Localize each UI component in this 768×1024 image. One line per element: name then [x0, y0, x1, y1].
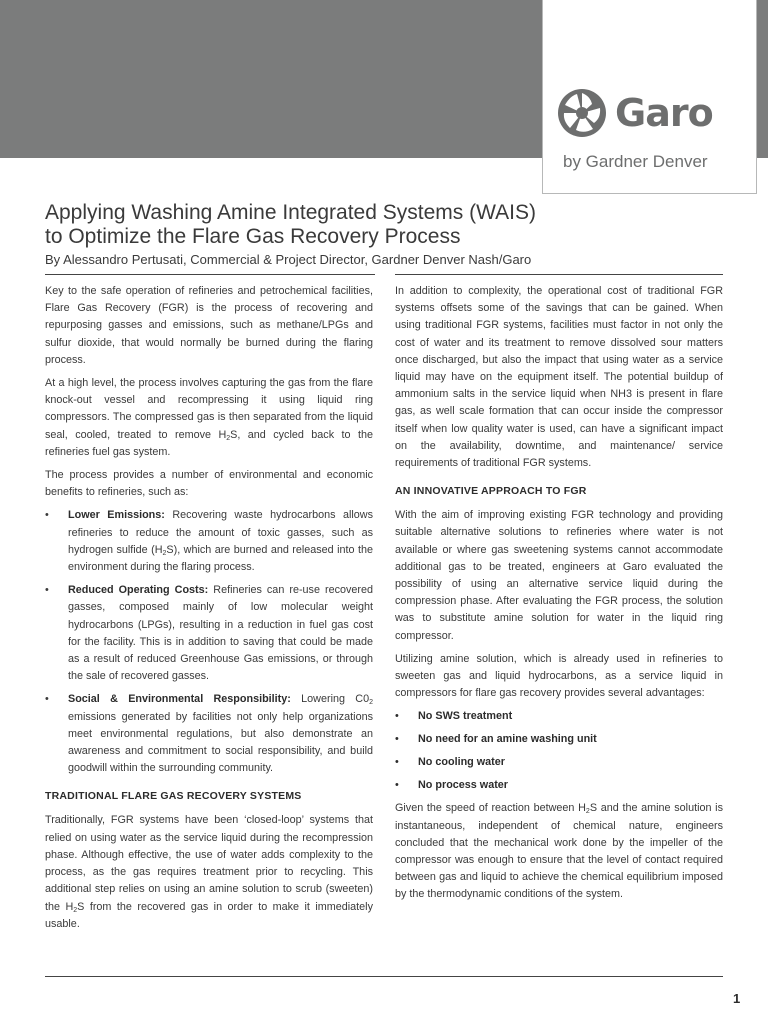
left-column [45, 283, 373, 939]
document-title [45, 201, 685, 249]
paragraph: The process provides a number of environmental and economic benefits to refineries, such as: [45, 469, 373, 499]
logo-wordmark: Garo [615, 91, 713, 135]
list-item: • No SWS treatment [395, 708, 723, 725]
footer-divider [45, 976, 723, 977]
benefits-list [45, 507, 373, 777]
paragraph: Key to the safe operation of refineries and petrochemical facilities, Flare Gas Recovery (FGR) is the process of recovering and repurposing gasses and emissions, such as methane/LPGs and sulfur dioxide, that would normally be burned during the flaring process. [45, 285, 373, 366]
list-item: • Social & Environmental Responsibility: Lowering $C0_2$ emissions generated by facilities not only help organizations meet environmental regulations, but also demonstrate an awareness and commitment to social responsibility, and build goodwill within the surrounding community. [45, 691, 373, 777]
paragraph: At a high level, the process involves capturing the gas from the flare knock-out vessel and recompressing it using liquid ring compressors. The compressed gas is then separated from the liquid seal, cooled, treated to remove $H_2S$, and cycled back to the refineries fuel gas system. [45, 377, 373, 458]
section-heading: AN INNOVATIVE APPROACH TO FGR [395, 485, 587, 498]
byline: By Alessandro Pertusati, Commercial & Project Director, Gardner Denver Nash/Garo [45, 252, 532, 267]
list-item: • No process water [395, 777, 723, 794]
divider-left [45, 274, 375, 275]
title-line-1: Applying Washing Amine Integrated Systems (WAIS) [45, 201, 536, 224]
paragraph: Utilizing amine solution, which is already used in refineries to sweeten gas and liquid hydrocarbons, as a service liquid in compressors for flare gas recovery provides several advantages: [395, 652, 723, 700]
advantages-list [395, 708, 723, 794]
logo-subtitle: by Gardner Denver [563, 152, 708, 171]
section-heading: TRADITIONAL FLARE GAS RECOVERY SYSTEMS [45, 790, 302, 803]
list-item: • Lower Emissions: Recovering waste hydrocarbons allows refineries to reduce the amount of toxic gasses, such as hydrogen sulfide $(H_2S)$, which are burned and released into the environment during the flaring process. [45, 507, 373, 576]
logo-panel [542, 0, 757, 194]
title-line-2: to Optimize the Flare Gas Recovery Process [45, 225, 461, 248]
list-item: • No need for an amine washing unit [395, 731, 723, 748]
paragraph: Traditionally, FGR systems have been ‘closed-loop’ systems that relied on using water as the service liquid during the recompression phase. Although effective, the use of water adds complexity to the process, as the gas requires treatment prior to recycling. This additional step relies on using an amine solution to scrub (sweeten) the $H_2S$ from the recovered gas in order to make it immediately usable. [45, 814, 373, 930]
page-number: 1 [733, 991, 741, 1006]
garo-logo-icon [557, 88, 607, 138]
paragraph: Given the speed of reaction between $H_2S$ and the amine solution is instantaneous, independent of chemical nature, engineers concluded that the mechanical work done by the impeller of the compressor was enough to ensure that the level of contact required between gas and liquid to achieve the chemical equilibrium imposed by the thermodynamic conditions of the system. [395, 802, 723, 901]
list-item: • No cooling water [395, 754, 723, 771]
paragraph: In addition to complexity, the operational cost of traditional FGR systems offsets some of the savings that can be gained. When using traditional FGR systems, facilities must factor in not only the cost of water and its treatment to remove dissolved sour matters once discharged, but also the impact that using water as a service liquid may have on the equipment itself. The potential buildup of ammonium salts in the service liquid when NH3 is present in flare gas, as well scale formation that can occur inside the compressor itself when low quality water is used, can have a significant impact on the availability, downtime, and maintenance/ service requirements of traditional FGR systems. [395, 285, 723, 470]
paragraph: With the aim of improving existing FGR technology and providing suitable alternative solutions to refineries where water is not available or where gas sweetening systems cannot accommodate additional gas to be treated, engineers at Garo evaluated the possibility of using an alternative service liquid during the compression phase. After evaluating the FGR process, the solution was to substitute amine solution for water in the liquid ring compressor. [395, 509, 723, 642]
list-item: • Reduced Operating Costs: Refineries can re-use recovered gasses, composed mainly of low molecular weight hydrocarbons (LPGs), resulting in a reduction in fuel gas cost for the facility. This is in addition to saving that could be made as a result of reduced Greenhouse Gas emissions, or through the sale of recovered gasses. [45, 582, 373, 685]
divider-right [395, 274, 723, 275]
right-column [395, 283, 723, 910]
